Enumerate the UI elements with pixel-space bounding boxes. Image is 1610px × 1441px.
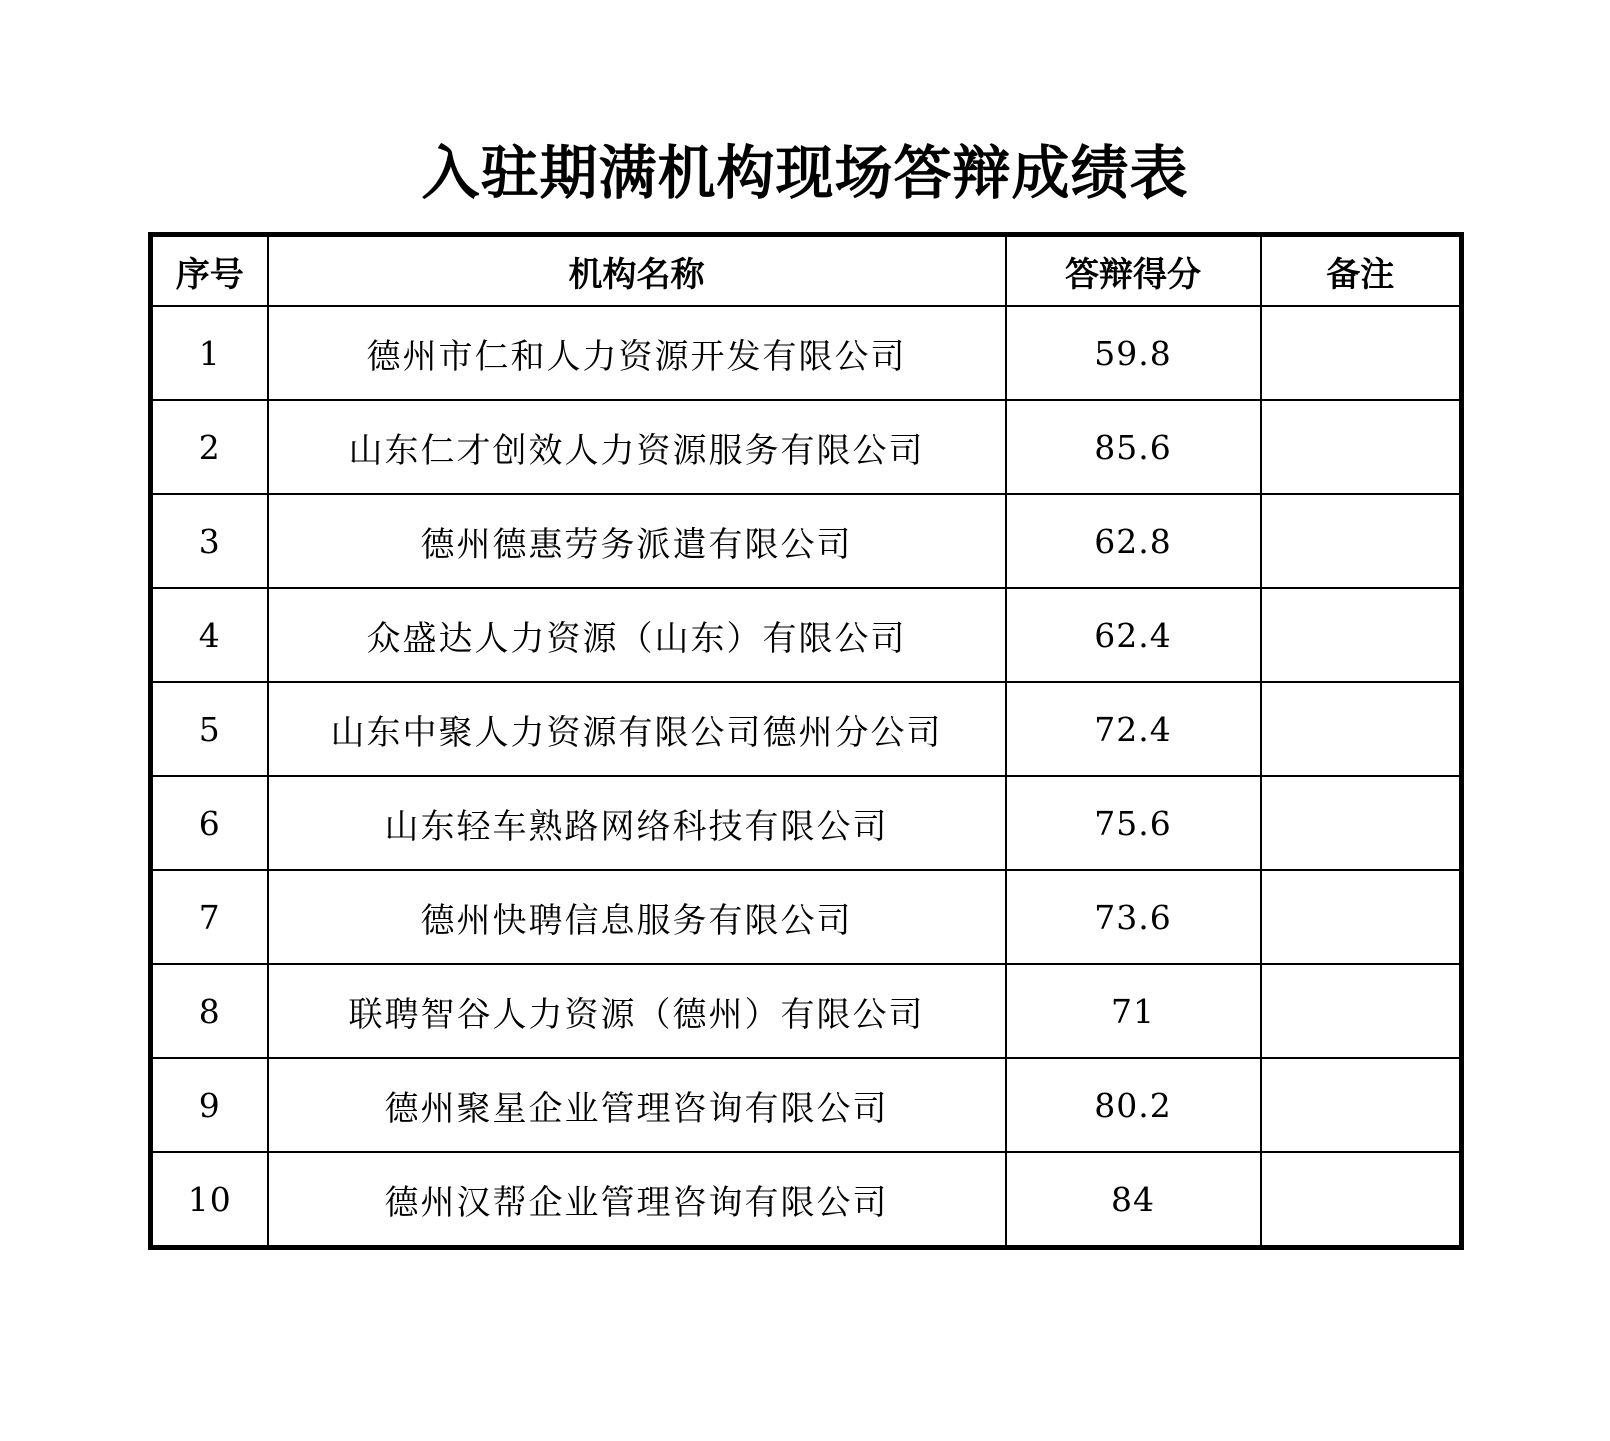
cell-org-name: 山东仁才创效人力资源服务有限公司 bbox=[268, 400, 1006, 494]
header-org-name: 机构名称 bbox=[268, 235, 1006, 307]
cell-remark bbox=[1261, 306, 1462, 400]
cell-remark bbox=[1261, 1058, 1462, 1152]
cell-index: 6 bbox=[151, 776, 268, 870]
table-row bbox=[151, 682, 1462, 776]
table-row bbox=[151, 964, 1462, 1058]
cell-index: 5 bbox=[151, 682, 268, 776]
cell-org-name: 德州汉帮企业管理咨询有限公司 bbox=[268, 1152, 1006, 1248]
cell-org-name: 联聘智谷人力资源（德州）有限公司 bbox=[268, 964, 1006, 1058]
cell-score: 71 bbox=[1006, 964, 1261, 1058]
cell-score: 62.8 bbox=[1006, 494, 1261, 588]
table-row bbox=[151, 494, 1462, 588]
cell-org-name: 德州德惠劳务派遣有限公司 bbox=[268, 494, 1006, 588]
header-score: 答辩得分 bbox=[1006, 235, 1261, 307]
cell-score: 72.4 bbox=[1006, 682, 1261, 776]
table-row bbox=[151, 1152, 1462, 1248]
cell-remark bbox=[1261, 1152, 1462, 1248]
cell-index: 3 bbox=[151, 494, 268, 588]
cell-remark bbox=[1261, 870, 1462, 964]
cell-score: 85.6 bbox=[1006, 400, 1261, 494]
cell-remark bbox=[1261, 494, 1462, 588]
cell-index: 9 bbox=[151, 1058, 268, 1152]
cell-score: 73.6 bbox=[1006, 870, 1261, 964]
cell-org-name: 德州聚星企业管理咨询有限公司 bbox=[268, 1058, 1006, 1152]
table-row bbox=[151, 870, 1462, 964]
cell-remark bbox=[1261, 964, 1462, 1058]
header-index: 序号 bbox=[151, 235, 268, 307]
cell-score: 80.2 bbox=[1006, 1058, 1261, 1152]
cell-index: 8 bbox=[151, 964, 268, 1058]
cell-remark bbox=[1261, 776, 1462, 870]
table-row bbox=[151, 1058, 1462, 1152]
cell-index: 2 bbox=[151, 400, 268, 494]
cell-score: 84 bbox=[1006, 1152, 1261, 1248]
table-row bbox=[151, 776, 1462, 870]
cell-remark bbox=[1261, 588, 1462, 682]
cell-index: 7 bbox=[151, 870, 268, 964]
table-header-row bbox=[151, 235, 1462, 307]
cell-index: 4 bbox=[151, 588, 268, 682]
cell-index: 1 bbox=[151, 306, 268, 400]
cell-remark bbox=[1261, 400, 1462, 494]
table-row bbox=[151, 588, 1462, 682]
cell-org-name: 山东中聚人力资源有限公司德州分公司 bbox=[268, 682, 1006, 776]
cell-org-name: 众盛达人力资源（山东）有限公司 bbox=[268, 588, 1006, 682]
table-row bbox=[151, 306, 1462, 400]
cell-score: 59.8 bbox=[1006, 306, 1261, 400]
cell-remark bbox=[1261, 682, 1462, 776]
cell-score: 62.4 bbox=[1006, 588, 1261, 682]
cell-org-name: 德州快聘信息服务有限公司 bbox=[268, 870, 1006, 964]
cell-score: 75.6 bbox=[1006, 776, 1261, 870]
score-table bbox=[148, 232, 1464, 1250]
cell-org-name: 德州市仁和人力资源开发有限公司 bbox=[268, 306, 1006, 400]
header-remark: 备注 bbox=[1261, 235, 1462, 307]
table-row bbox=[151, 400, 1462, 494]
cell-org-name: 山东轻车熟路网络科技有限公司 bbox=[268, 776, 1006, 870]
cell-index: 10 bbox=[151, 1152, 268, 1248]
page-title: 入驻期满机构现场答辩成绩表 bbox=[421, 139, 1189, 207]
